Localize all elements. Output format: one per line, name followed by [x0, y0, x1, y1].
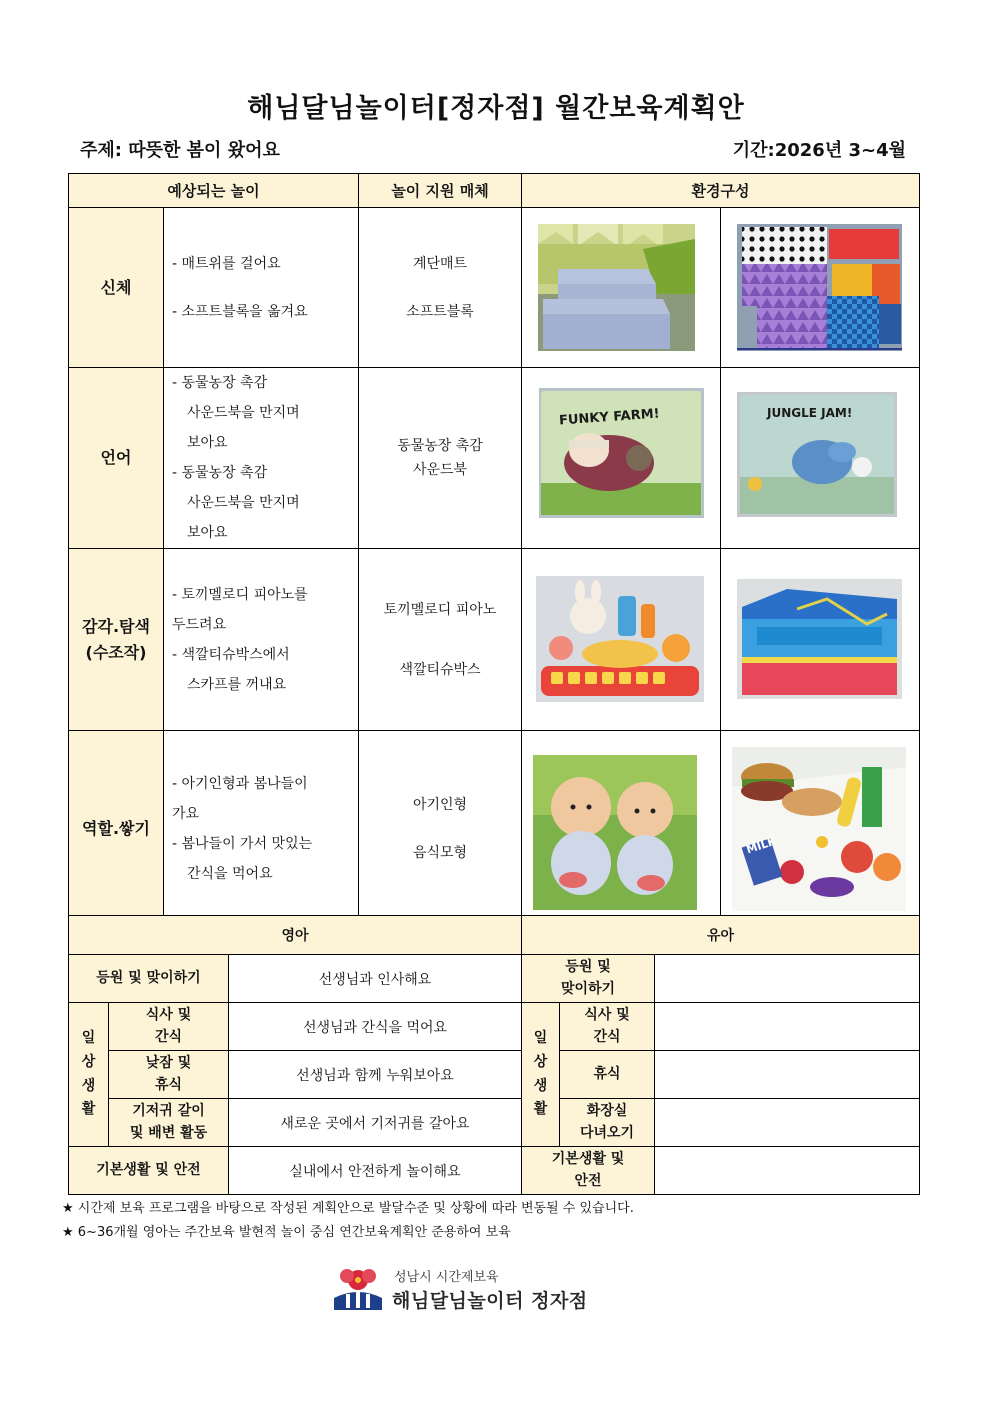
header-infant: 영아	[69, 916, 522, 955]
label-line: 화장실	[586, 1102, 628, 1119]
label-line: 간식	[593, 1028, 621, 1045]
label-line: 맞이하기	[560, 980, 616, 997]
label-line: 낮잠 및	[145, 1054, 192, 1071]
label-meal-toddler	[560, 1003, 655, 1051]
value-diaper: 새로운 곳에서 기저귀를 갈아요	[229, 1099, 522, 1147]
value-toilet-toddler	[655, 1099, 920, 1147]
media-role-play	[359, 731, 522, 927]
value-rest-toddler	[655, 1051, 920, 1099]
label-line: 기저귀 갈이	[132, 1102, 205, 1119]
photo-cell	[522, 208, 721, 368]
label-line: 휴식	[154, 1076, 183, 1093]
label-char: 활	[533, 1101, 548, 1118]
photo-cell	[522, 731, 721, 927]
media-item: 색깔티슈박스	[399, 661, 481, 678]
label-char: 상	[533, 1053, 548, 1070]
media-item: 음식모형	[412, 844, 468, 861]
row-language	[69, 368, 920, 549]
photo-cell	[522, 549, 721, 731]
jungle-jam-book-photo	[737, 392, 897, 517]
photo-cell	[721, 368, 920, 549]
label-rest-toddler: 휴식	[560, 1051, 655, 1099]
label-char: 일	[81, 1029, 96, 1046]
value-nap: 선생님과 함께 누워보아요	[229, 1051, 522, 1099]
play-item: 간식을 먹어요	[187, 865, 273, 882]
label-line: 기본생활 및	[551, 1150, 625, 1167]
header-environment: 환경구성	[522, 174, 920, 208]
media-item: 사운드북	[412, 462, 468, 478]
funky-farm-book-photo	[539, 388, 704, 518]
row-role-play	[69, 731, 920, 927]
category-role-play: 역할.쌓기	[69, 731, 164, 927]
play-item: - 매트위를 걸어요	[172, 255, 281, 272]
play-item: - 봄나들이 가서 맛있는	[172, 835, 313, 852]
header-expected-play: 예상되는 놀이	[69, 174, 359, 208]
value-arrival-toddler	[655, 955, 920, 1003]
category-language: 언어	[69, 368, 164, 549]
media-item: 소프트블록	[406, 303, 474, 320]
label-line: 등원 및	[565, 958, 611, 975]
category-sensory	[69, 549, 164, 731]
media-item: 동물농장 촉감	[397, 437, 483, 454]
play-item: - 아기인형과 봄나들이	[172, 775, 308, 792]
value-meal-toddler	[655, 1003, 920, 1051]
label-line: 다녀오기	[579, 1124, 635, 1141]
value-arrival: 선생님과 인사해요	[229, 955, 522, 1003]
photo-cell	[721, 549, 920, 731]
footnote: ★ 시간제 보육 프로그램을 바탕으로 작성된 계획안으로 발달수준 및 상황에 따라 변동될 수 있습니다.	[62, 1201, 634, 1216]
photo-cell	[522, 368, 721, 549]
plays-role-play	[164, 731, 359, 927]
play-item: - 동물농장 촉감	[172, 375, 268, 391]
play-item: - 토끼멜로디 피아노를	[172, 586, 308, 603]
play-item: - 색깔티슈박스에서	[172, 646, 290, 663]
label-nap	[109, 1051, 229, 1099]
label-char: 상	[81, 1053, 96, 1070]
logo-name: 해님달님놀이터 정자점	[392, 1290, 588, 1312]
label-basic-safety: 기본생활 및 안전	[69, 1147, 229, 1195]
row-physical	[69, 208, 920, 368]
label-line: 및 배변 활동	[129, 1124, 208, 1141]
footnote: ★ 6~36개월 영아는 주간보육 발현적 놀이 중심 연간보육계획안 준용하여 보육	[62, 1225, 511, 1240]
label-diaper	[109, 1099, 229, 1147]
value-basic-safety-toddler	[655, 1147, 920, 1195]
play-item: 보아요	[187, 435, 228, 451]
value-basic-safety: 실내에서 안전하게 놀이해요	[229, 1147, 522, 1195]
label-char: 일	[533, 1029, 548, 1046]
category-physical: 신체	[69, 208, 164, 368]
plan-subject: 주제: 따뜻한 봄이 왔어요	[80, 140, 280, 161]
media-item: 아기인형	[412, 796, 468, 813]
play-item: 사운드북을 만지며	[187, 495, 300, 511]
category-line: 감각.탐색	[82, 616, 150, 636]
page-title: 해님달님놀이터[정자점] 월간보육계획안	[247, 93, 745, 124]
daily-life-table	[68, 915, 920, 1195]
label-line: 식사 및	[145, 1006, 192, 1023]
bunny-piano-photo	[536, 576, 704, 702]
label-line: 간식	[154, 1028, 183, 1045]
label-line: 식사 및	[584, 1006, 630, 1023]
row-sensory	[69, 549, 920, 731]
category-line: (수조작)	[85, 642, 147, 662]
label-arrival: 등원 및 맞이하기	[69, 955, 229, 1003]
tissue-box-photo	[737, 579, 902, 699]
media-language	[359, 368, 522, 549]
food-model-photo	[732, 747, 906, 911]
stair-mat-photo	[538, 224, 695, 351]
label-char: 생	[533, 1077, 548, 1094]
book-title: FUNKY FARM!	[558, 406, 661, 429]
label-meal	[109, 1003, 229, 1051]
city-logo-icon	[332, 1264, 384, 1316]
plays-sensory	[164, 549, 359, 731]
photo-cell	[721, 208, 920, 368]
label-daily-life-toddler	[522, 1003, 560, 1147]
play-item: 가요	[172, 805, 200, 822]
logo-subtitle: 성남시 시간제보육	[394, 1270, 499, 1285]
label-toilet-toddler	[560, 1099, 655, 1147]
label-daily-life	[69, 1003, 109, 1147]
value-meal: 선생님과 간식을 먹어요	[229, 1003, 522, 1051]
play-plan-table	[68, 173, 920, 927]
label-char: 활	[81, 1101, 96, 1118]
header-support-media: 놀이 지원 매체	[359, 174, 522, 208]
play-item: 스카프를 꺼내요	[187, 676, 287, 693]
play-item: 사운드북을 만지며	[187, 405, 300, 421]
media-physical	[359, 208, 522, 368]
milk-label: MILK	[744, 834, 778, 857]
soft-block-photo	[737, 224, 902, 351]
play-item: - 동물농장 촉감	[172, 465, 268, 481]
baby-doll-photo	[533, 755, 697, 910]
book-title: JUNGLE JAM!	[767, 406, 853, 420]
photo-cell	[721, 731, 920, 927]
media-item: 토끼멜로디 피아노	[383, 601, 497, 618]
label-basic-safety-toddler	[522, 1147, 655, 1195]
plays-language	[164, 368, 359, 549]
label-line: 안전	[574, 1172, 602, 1189]
play-item: 보아요	[187, 525, 228, 541]
media-sensory	[359, 549, 522, 731]
play-item: 두드려요	[172, 616, 227, 633]
label-char: 생	[81, 1077, 96, 1094]
header-toddler: 유아	[522, 916, 920, 955]
plan-period: 기간:2026년 3~4월	[732, 140, 906, 161]
label-arrival-toddler	[522, 955, 655, 1003]
play-item: - 소프트블록을 옮겨요	[172, 303, 308, 320]
media-item: 계단매트	[412, 255, 468, 272]
plays-physical	[164, 208, 359, 368]
